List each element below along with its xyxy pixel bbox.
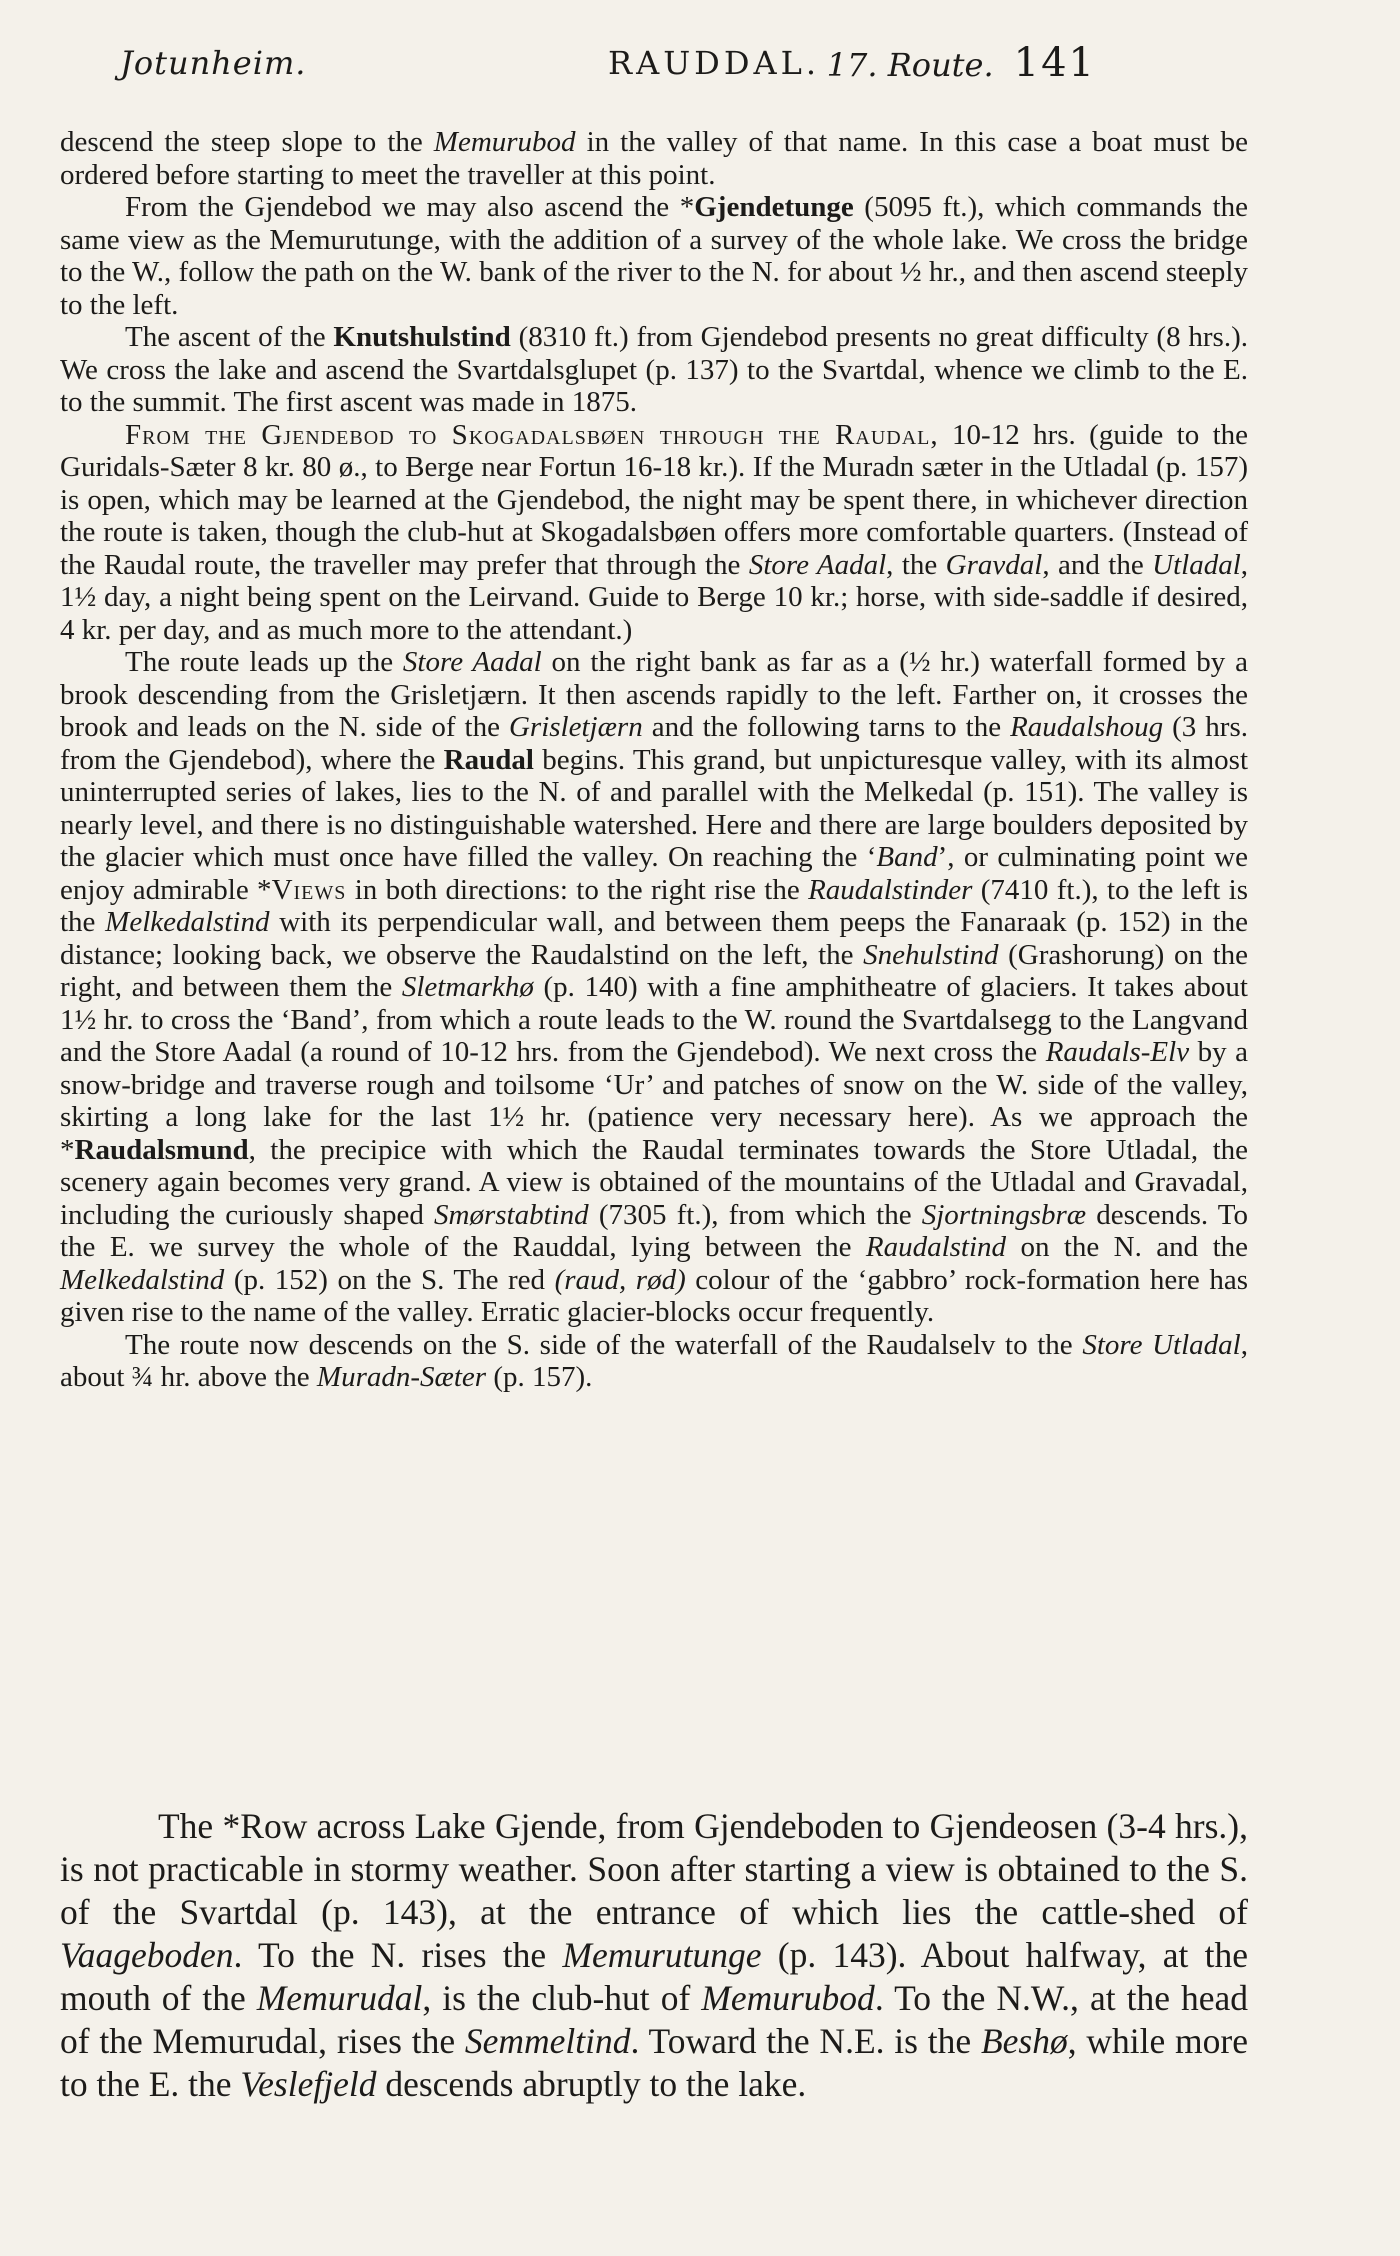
small-print-body	[60, 126, 1248, 1394]
paragraph-route-raudal: From the Gjendebod to Skogadalsbøen through the Raudal, 10-12 hrs. (guide to the Guridals-Sæter 8 kr. 80 ø., to Berge near Fortun 16-18 kr.). If the Muradn sæter in the Utladal (p. 157) is open, which may be learned at the Gjendebod, the night may be spent there, in whichever direction the route is taken, though the club-hut at Skogadalsbøen offers more comfortable quarters. (Instead of the Raudal route, the traveller may prefer that through the Store Aadal, the Gravdal, and the Utladal, 1½ day, a night being spent on the Leirvand. Guide to Berge 10 kr.; horse, with side-saddle if desired, 4 kr. per day, and as much more to the attendant.)	[60, 418, 1249, 646]
running-head-region: Jotunheim.	[120, 44, 307, 82]
page-number: 141	[1013, 40, 1096, 86]
paragraph-route-description: The route leads up the Store Aadal on the right bank as far as a (½ hr.) waterfall formed by a brook descending from the Grisletjærn. It then ascends rapidly to the left. Farther on, it crosses the brook and leads on the N. side of the Grisletjærn and the following tarns to the Raudalshoug (3 hrs. from the Gjendebod), where the Raudal begins. This grand, but unpicturesque valley, with its almost uninterrupted series of lakes, lies to the N. of and parallel with the Melkedal (p. 151). The valley is nearly level, and there is no distinguishable watershed. Here and there are large boulders deposited by the glacier which must once have filled the valley. On reaching the ‘Band’, or culminating point we enjoy admirable *Views in both directions: to the right rise the Raudalstinder (7410 ft.), to the left is the Melkedalstind with its perpendicular wall, and between them peeps the Fanaraak (p. 152) in the distance; looking back, we observe the Raudalstind on the left, the Snehulstind (Grashorung) on the right, and between them the Sletmarkhø (p. 140) with a fine amphitheatre of glaciers. It takes about 1½ hr. to cross the ‘Band’, from which a route leads to the W. round the Svartdalsegg to the Langvand and the Store Aadal (a round of 10-12 hrs. from the Gjendebod). We next cross the Raudals-Elv by a snow-bridge and traverse rough and toilsome ‘Ur’ and patches of snow on the W. side of the valley, skirting a long lake for the last 1½ hr. (patience very necessary here). As we approach the *Raudalsmund, the precipice with which the Raudal terminates towards the Store Utladal, the scenery again becomes very grand. A view is obtained of the mountains of the Utladal and Gravadal, including the curiously shaped Smørstabtind (7305 ft.), from which the Sjortningsbræ descends. To the E. we survey the whole of the Rauddal, lying between the Raudalstind on the N. and the Melkedalstind (p. 152) on the S. The red (raud, rød) colour of the ‘gabbro’ rock-formation here has given rise to the name of the valley. Erratic glacier-blocks occur frequently.	[60, 646, 1249, 1328]
large-print-body	[60, 1805, 1248, 2106]
paragraph-knutshulstind: The ascent of the Knutshulstind (8310 ft.) from Gjendebod presents no great difficulty (8 hrs.). We cross the lake and ascend the Svartdalsglupet (p. 137) to the Svartdal, whence we climb to the E. to the summit. The first ascent was made in 1875.	[60, 321, 1248, 418]
paragraph-gjendetunge: From the Gjendebod we may also ascend the *Gjendetunge (5095 ft.), which commands the same view as the Memurutunge, with the addition of a survey of the whole lake. We cross the bridge to the W., follow the path on the W. bank of the river to the N. for about ½ hr., and then ascend steeply to the left.	[60, 191, 1248, 321]
running-head	[60, 0, 1248, 110]
running-head-right	[827, 40, 1096, 86]
running-head-route: 17. Route.	[826, 46, 994, 84]
paragraph-descent-utladal: The route now descends on the S. side of the waterfall of the Raudalselv to the Store Utladal, about ¾ hr. above the Muradn-Sæter (p. 157).	[60, 1328, 1248, 1393]
paragraph-memurubod: descend the steep slope to the Memurubod in the valley of that name. In this case a boat must be ordered before starting to meet the traveller at this point.	[60, 126, 1248, 191]
paragraph-row-gjende: The *Row across Lake Gjende, from Gjendeboden to Gjendeosen (3-4 hrs.), is not practicable in stormy weather. Soon after starting a view is obtained to the S. of the Svartdal (p. 143), at the entrance of which lies the cattle-shed of Vaageboden. To the N. rises the Memurutunge (p. 143). About halfway, at the mouth of the Memurudal, is the club-hut of Memurubod. To the N.W., at the head of the Memurudal, rises the Semmeltind. Toward the N.E. is the Beshø, while more to the E. the Veslefjeld descends abruptly to the lake.	[60, 1806, 1248, 2104]
running-head-title: RAUDDAL.	[608, 44, 821, 82]
section-heading: From the Gjendebod to Skogadalsbøen through the Raudal,	[125, 418, 939, 451]
